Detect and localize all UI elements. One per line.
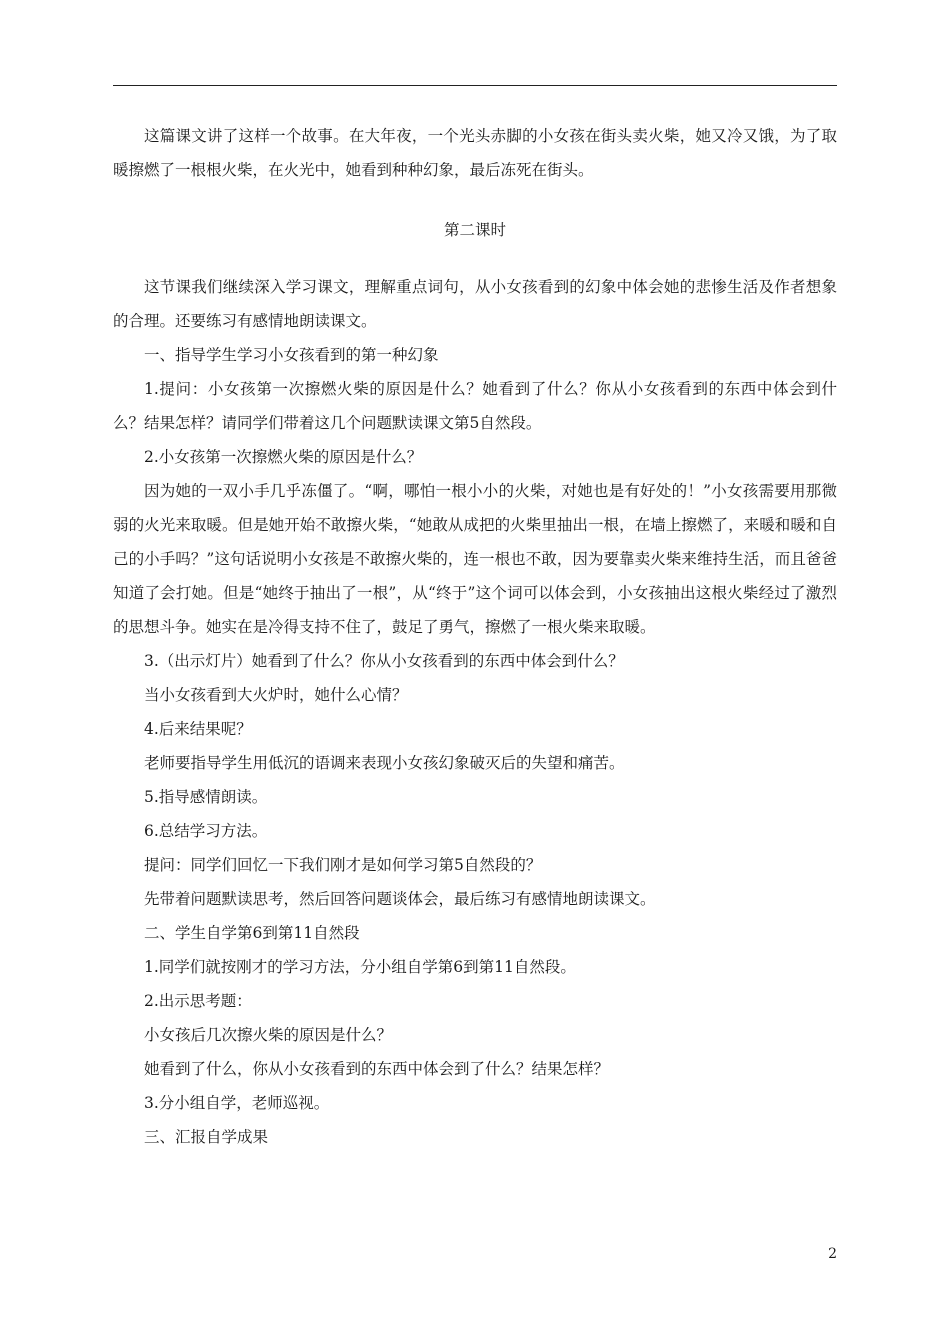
paragraph: 这节课我们继续深入学习课文，理解重点词句，从小女孩看到的幻象中体会她的悲惨生活及作者想象的合理。还要练习有感情地朗读课文。 xyxy=(113,278,837,330)
paragraph: 4.后来结果呢？ xyxy=(144,720,252,738)
paragraph: 先带着问题默读思考，然后回答问题谈体会，最后练习有感情地朗读课文。 xyxy=(144,890,656,908)
paragraph: 1.提问：小女孩第一次擦燃火柴的原因是什么？她看到了什么？你从小女孩看到的东西中体会到什么？结果怎样？请同学们带着这几个问题默读课文第5自然段。 xyxy=(113,380,837,432)
paragraph: 3.（出示灯片）她看到了什么？你从小女孩看到的东西中体会到什么？ xyxy=(144,652,624,670)
header-rule xyxy=(113,85,837,86)
paragraph: 因为她的一双小手几乎冻僵了。“啊，哪怕一根小小的火柴，对她也是有好处的！”小女孩需要用那微弱的火光来取暖。但是她开始不敢擦火柴，“她敢从成把的火柴里抽出一根，在墙上擦燃了，来暖和暖和自己的小手吗？”这句话说明小女孩是不敢擦火柴的，连一根也不敢，因为要靠卖火柴来维持生活，而且爸爸知道了会打她。但是“她终于抽出了一根”，从“终于”这个词可以体会到，小女孩抽出这根火柴经过了激烈的思想斗争。她实在是冷得支持不住了，鼓足了勇气，擦燃了一根火柴来取暖。 xyxy=(113,482,837,636)
paragraph: 1.同学们就按刚才的学习方法，分小组自学第6到第11自然段。 xyxy=(144,958,576,976)
intro-paragraph: 这篇课文讲了这样一个故事。在大年夜，一个光头赤脚的小女孩在街头卖火柴，她又冷又饿，为了取暖擦燃了一根根火柴，在火光中，她看到种种幻象，最后冻死在街头。 xyxy=(113,127,837,179)
paragraph: 6.总结学习方法。 xyxy=(144,822,268,840)
paragraph: 二、学生自学第6到第11自然段 xyxy=(144,924,360,942)
paragraph: 她看到了什么，你从小女孩看到的东西中体会到了什么？结果怎样？ xyxy=(144,1060,610,1078)
document-body xyxy=(113,119,837,1154)
paragraph: 2.小女孩第一次擦燃火柴的原因是什么？ xyxy=(144,448,423,466)
paragraph: 5.指导感情朗读。 xyxy=(144,788,268,806)
paragraph: 提问：同学们回忆一下我们刚才是如何学习第5自然段的？ xyxy=(144,856,542,874)
paragraph: 3.分小组自学，老师巡视。 xyxy=(144,1094,330,1112)
paragraph: 小女孩后几次擦火柴的原因是什么？ xyxy=(144,1026,393,1044)
paragraph-list xyxy=(113,270,837,1154)
paragraph: 当小女孩看到大火炉时，她什么心情？ xyxy=(144,686,408,704)
paragraph: 2.出示思考题： xyxy=(144,992,252,1010)
page-number: 2 xyxy=(828,1246,837,1262)
paragraph: 老师要指导学生用低沉的语调来表现小女孩幻象破灭后的失望和痛苦。 xyxy=(144,754,625,772)
paragraph: 三、汇报自学成果 xyxy=(144,1128,269,1146)
section-heading: 第二课时 xyxy=(443,221,506,239)
paragraph: 一、指导学生学习小女孩看到的第一种幻象 xyxy=(144,346,439,364)
